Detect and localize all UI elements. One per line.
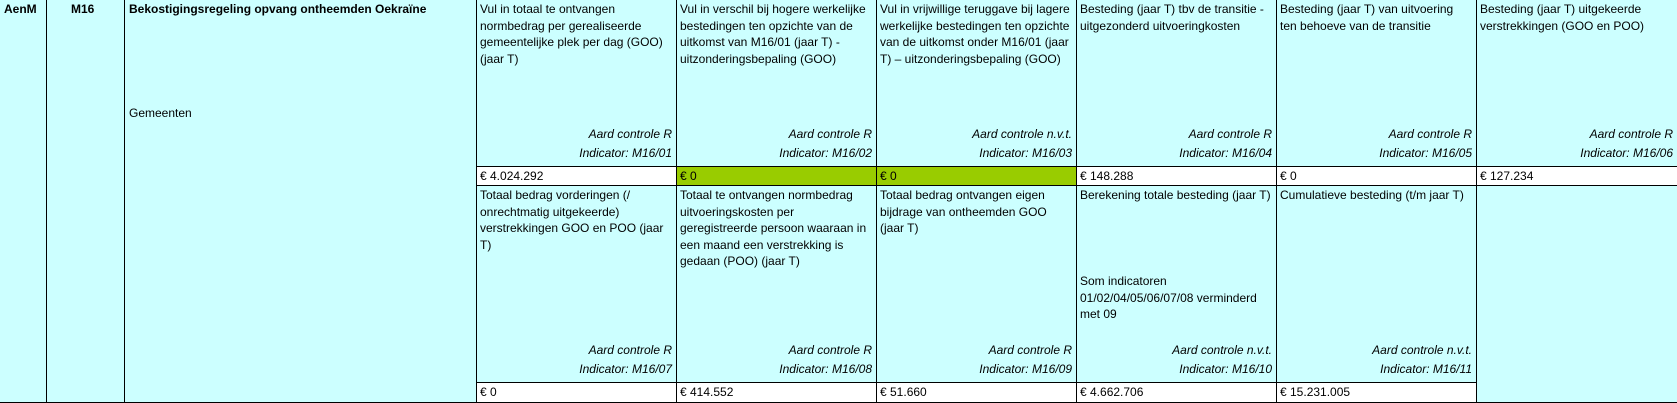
indicator-code: Indicator: M16/02 (779, 146, 872, 160)
indicator-description: Vul in verschil bij hogere werkelijke bestedingen ten opzichte van de uitkomst van M16/01 (jaar T) - uitzonderingsbepaling (GOO) (680, 2, 866, 66)
value-m16-06[interactable]: € 127.234 (1477, 166, 1677, 186)
value-m16-03[interactable]: € 0 (877, 166, 1077, 186)
indicator-description: Besteding (jaar T) tbv de transitie - uitgezonderd uitvoeringkosten (1080, 2, 1264, 33)
indicator-description: Totaal bedrag ontvangen eigen bijdrage van ontheemden GOO (jaar T) (880, 188, 1047, 235)
value-m16-09[interactable]: € 51.660 (877, 382, 1077, 403)
calculation-note: Som indicatoren 01/02/04/05/06/07/08 verminderd met 09 (1080, 274, 1257, 321)
cell-code-a[interactable]: AenM (0, 0, 47, 403)
indicator-description: Berekening totale besteding (jaar T) (1080, 188, 1271, 202)
control-type: Aard controle R (988, 343, 1072, 357)
indicator-cell-m16-07[interactable] (477, 186, 677, 383)
indicator-cell-m16-01[interactable] (477, 0, 677, 167)
control-type: Aard controle n.v.t. (972, 127, 1072, 141)
control-type: Aard controle n.v.t. (1372, 343, 1472, 357)
indicator-code: Indicator: M16/01 (579, 146, 672, 160)
indicator-code: Indicator: M16/11 (1380, 362, 1472, 376)
empty-cell[interactable] (1477, 186, 1677, 403)
indicator-cell-m16-04[interactable] (1077, 0, 1277, 167)
recipient-label: Gemeenten (129, 106, 192, 120)
value-m16-02[interactable]: € 0 (677, 166, 877, 186)
control-type: Aard controle R (788, 127, 872, 141)
indicator-description: Cumulatieve besteding (t/m jaar T) (1280, 188, 1464, 202)
indicator-cell-m16-11[interactable] (1277, 186, 1477, 383)
value-m16-04[interactable]: € 148.288 (1077, 166, 1277, 186)
value-m16-11[interactable]: € 15.231.005 (1277, 382, 1477, 403)
indicator-cell-m16-05[interactable] (1277, 0, 1477, 167)
indicator-code: Indicator: M16/07 (579, 362, 672, 376)
indicator-code: Indicator: M16/03 (979, 146, 1072, 160)
control-type: Aard controle R (588, 127, 672, 141)
indicator-cell-m16-03[interactable] (877, 0, 1077, 167)
value-m16-08[interactable]: € 414.552 (677, 382, 877, 403)
indicator-description: Vul in totaal te ontvangen normbedrag per gerealiseerde gemeentelijke plek per dag (GOO) (jaar T) (480, 2, 663, 66)
indicator-description: Vul in vrijwillige teruggave bij lagere werkelijke bestedingen ten opzichte van de uitkomst onder M16/01 (jaar T) – uitzonderingsbepaling (GOO) (880, 2, 1070, 66)
cell-code-b[interactable]: M16 (47, 0, 125, 403)
indicator-cell-m16-09[interactable] (877, 186, 1077, 383)
control-type: Aard controle R (588, 343, 672, 357)
value-m16-07[interactable]: € 0 (477, 382, 677, 403)
control-type: Aard controle R (1388, 127, 1472, 141)
indicator-description: Besteding (jaar T) uitgekeerde verstrekkingen (GOO en POO) (1480, 2, 1645, 33)
cell-title[interactable] (125, 0, 477, 403)
indicator-description: Besteding (jaar T) van uitvoering ten behoeve van de transitie (1280, 2, 1454, 33)
indicator-code: Indicator: M16/05 (1379, 146, 1472, 160)
indicator-code: Indicator: M16/04 (1179, 146, 1272, 160)
indicator-code: Indicator: M16/08 (779, 362, 872, 376)
indicator-code: Indicator: M16/10 (1179, 362, 1272, 376)
indicator-cell-m16-10[interactable] (1077, 186, 1277, 383)
indicator-cell-m16-08[interactable] (677, 186, 877, 383)
value-m16-10[interactable]: € 4.662.706 (1077, 382, 1277, 403)
control-type: Aard controle R (788, 343, 872, 357)
indicator-code: Indicator: M16/09 (979, 362, 1072, 376)
regulation-title: Bekostigingsregeling opvang ontheemden Oekraïne (129, 2, 427, 16)
control-type: Aard controle n.v.t. (1172, 343, 1272, 357)
control-type: Aard controle R (1589, 127, 1673, 141)
indicator-description: Totaal bedrag vorderingen (/ onrechtmatig uitgekeerde) verstrekkingen GOO en POO (jaar T) (480, 188, 664, 252)
indicator-cell-m16-06[interactable] (1477, 0, 1677, 167)
indicator-description: Totaal te ontvangen normbedrag uitvoeringskosten per geregistreerde persoon waaraan in een maand een verstrekking is gedaan (POO) (jaar T) (680, 188, 867, 268)
indicator-code: Indicator: M16/06 (1580, 146, 1673, 160)
control-type: Aard controle R (1188, 127, 1272, 141)
indicator-cell-m16-02[interactable] (677, 0, 877, 167)
value-m16-01[interactable]: € 4.024.292 (477, 166, 677, 186)
value-m16-05[interactable]: € 0 (1277, 166, 1477, 186)
